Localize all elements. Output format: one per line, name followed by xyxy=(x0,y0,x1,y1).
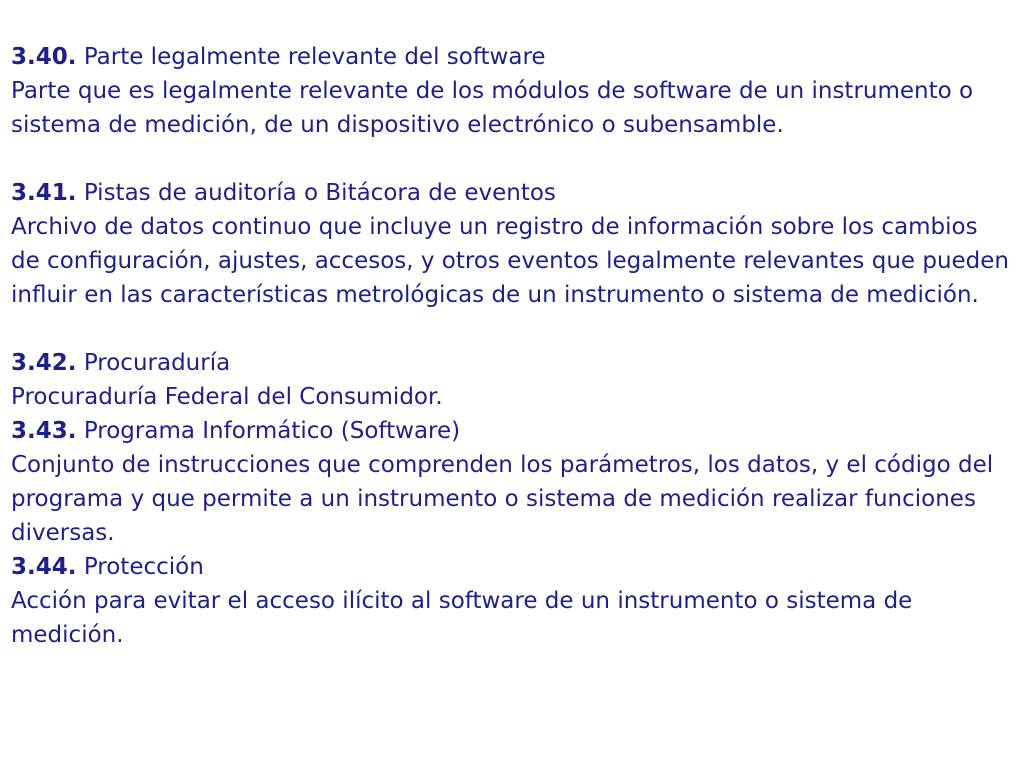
definition-text: Archivo de datos continuo que incluye un registro de información sobre los cambios de configuración, ajustes, accesos, y otros eventos legalmente relevantes que pueden influir en las características metrológicas de un instrumento o sistema de medición. xyxy=(11,214,1010,308)
term-line xyxy=(11,176,1011,210)
definition-term: Programa Informático (Software) xyxy=(83,418,461,444)
definition-number: 3.42. xyxy=(11,350,77,376)
definition-text: Parte que es legalmente relevante de los módulos de software de un instrumento o sistema de medición, de un dispositivo electrónico o subensamble. xyxy=(11,78,974,138)
definition-entry-3-41 xyxy=(11,176,1011,312)
definition-number: 3.44. xyxy=(11,554,77,580)
term-line xyxy=(11,414,1011,448)
definition-number: 3.41. xyxy=(11,180,77,206)
definitions-slide xyxy=(11,40,1011,652)
definition-text: Procuraduría Federal del Consumidor. xyxy=(11,384,443,410)
definition-term: Procuraduría xyxy=(83,350,231,376)
definition-text: Acción para evitar el acceso ilícito al software de un instrumento o sistema de medición. xyxy=(11,588,913,648)
definition-entry-3-43 xyxy=(11,414,1011,550)
definition-term: Pistas de auditoría o Bitácora de eventos xyxy=(83,180,556,206)
term-line xyxy=(11,40,1011,74)
definition-entry-3-44 xyxy=(11,550,1011,652)
definition-entry-3-40 xyxy=(11,40,1011,142)
definition-text: Conjunto de instrucciones que comprenden los parámetros, los datos, y el código del programa y que permite a un instrumento o sistema de medición realizar funciones diversas. xyxy=(11,452,994,546)
definition-number: 3.43. xyxy=(11,418,77,444)
definition-entry-3-42 xyxy=(11,346,1011,414)
definition-term: Parte legalmente relevante del software xyxy=(83,44,546,70)
definition-term: Protección xyxy=(83,554,204,580)
term-line xyxy=(11,346,1011,380)
term-line xyxy=(11,550,1011,584)
definition-number: 3.40. xyxy=(11,44,77,70)
